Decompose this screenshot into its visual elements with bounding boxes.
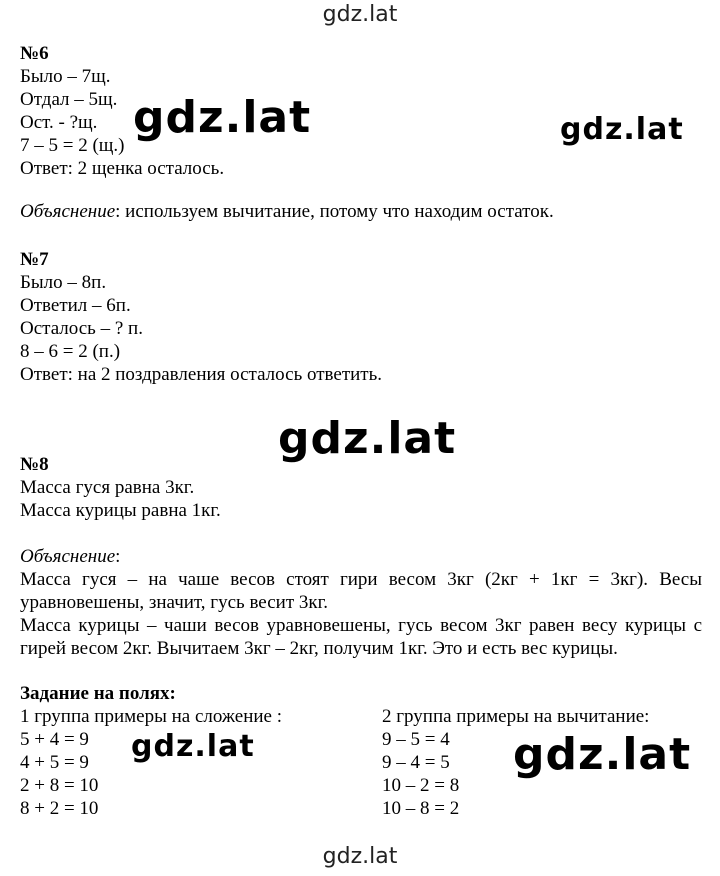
- watermark-top: gdz.lat: [322, 2, 398, 27]
- watermark-medium: gdz.lat: [560, 112, 684, 147]
- section-7: [20, 248, 382, 386]
- explanation-paragraph: Масса курицы – чаши весов уравновешены, гусь весом 3кг равен весу курицы с гирей весом 2кг. Вычитаем 3кг – 2кг, получим 1кг. Это и есть вес курицы.: [20, 615, 702, 659]
- solution-line: 7 – 5 = 2 (щ.): [20, 135, 125, 156]
- example-line: 4 + 5 = 9: [20, 752, 89, 773]
- example-line: 9 – 5 = 4: [382, 729, 450, 750]
- margin-task: [20, 682, 176, 705]
- group-2-column: [382, 705, 649, 820]
- solution-line: Было – 7щ.: [20, 66, 111, 87]
- section-6: [20, 42, 224, 180]
- margin-task-heading: Задание на полях:: [20, 683, 176, 704]
- solution-line: 8 – 6 = 2 (п.): [20, 341, 121, 362]
- example-line: 9 – 4 = 5: [382, 752, 450, 773]
- group-1-column: [20, 705, 282, 820]
- example-line: 2 + 8 = 10: [20, 775, 99, 796]
- explanation-text: : используем вычитание, потому что находим остаток.: [115, 201, 554, 222]
- section-8: [20, 453, 221, 522]
- solution-line: Осталось – ? п.: [20, 318, 143, 339]
- section-number: №8: [20, 454, 49, 475]
- explanation-colon: :: [115, 546, 121, 567]
- watermark-medium: gdz.lat: [131, 729, 255, 764]
- solution-line: Ответил – 6п.: [20, 295, 131, 316]
- watermark-large: gdz.lat: [278, 413, 457, 464]
- answer-line: Ответ: 2 щенка осталось.: [20, 158, 225, 179]
- example-line: 8 + 2 = 10: [20, 798, 99, 819]
- solution-line: Было – 8п.: [20, 272, 107, 293]
- solution-line: Отдал – 5щ.: [20, 89, 118, 110]
- group-title: 1 группа примеры на сложение :: [20, 706, 283, 727]
- answer-line: Ответ: на 2 поздравления осталось ответить.: [20, 364, 383, 385]
- explanation-label: Объяснение: [20, 546, 116, 567]
- solution-line: Масса курицы равна 1кг.: [20, 500, 221, 521]
- explanation-paragraph: Масса гуся – на чаше весов стоят гири весом 3кг (2кг + 1кг = 3кг). Весы уравновешены, значит, гусь весит 3кг.: [20, 569, 702, 613]
- section-number: №6: [20, 43, 49, 64]
- section-6-explanation: [20, 200, 554, 223]
- section-8-explanation: [20, 545, 702, 660]
- example-line: 5 + 4 = 9: [20, 729, 89, 750]
- watermark-large: gdz.lat: [133, 92, 312, 143]
- example-line: 10 – 2 = 8: [382, 775, 460, 796]
- section-number: №7: [20, 249, 49, 270]
- example-line: 10 – 8 = 2: [382, 798, 460, 819]
- group-title: 2 группа примеры на вычитание:: [382, 706, 650, 727]
- explanation-label: Объяснение: [20, 201, 116, 222]
- watermark-bottom: gdz.lat: [322, 844, 398, 869]
- solution-line: Ост. - ?щ.: [20, 112, 98, 133]
- watermark-large: gdz.lat: [513, 729, 692, 780]
- solution-line: Масса гуся равна 3кг.: [20, 477, 195, 498]
